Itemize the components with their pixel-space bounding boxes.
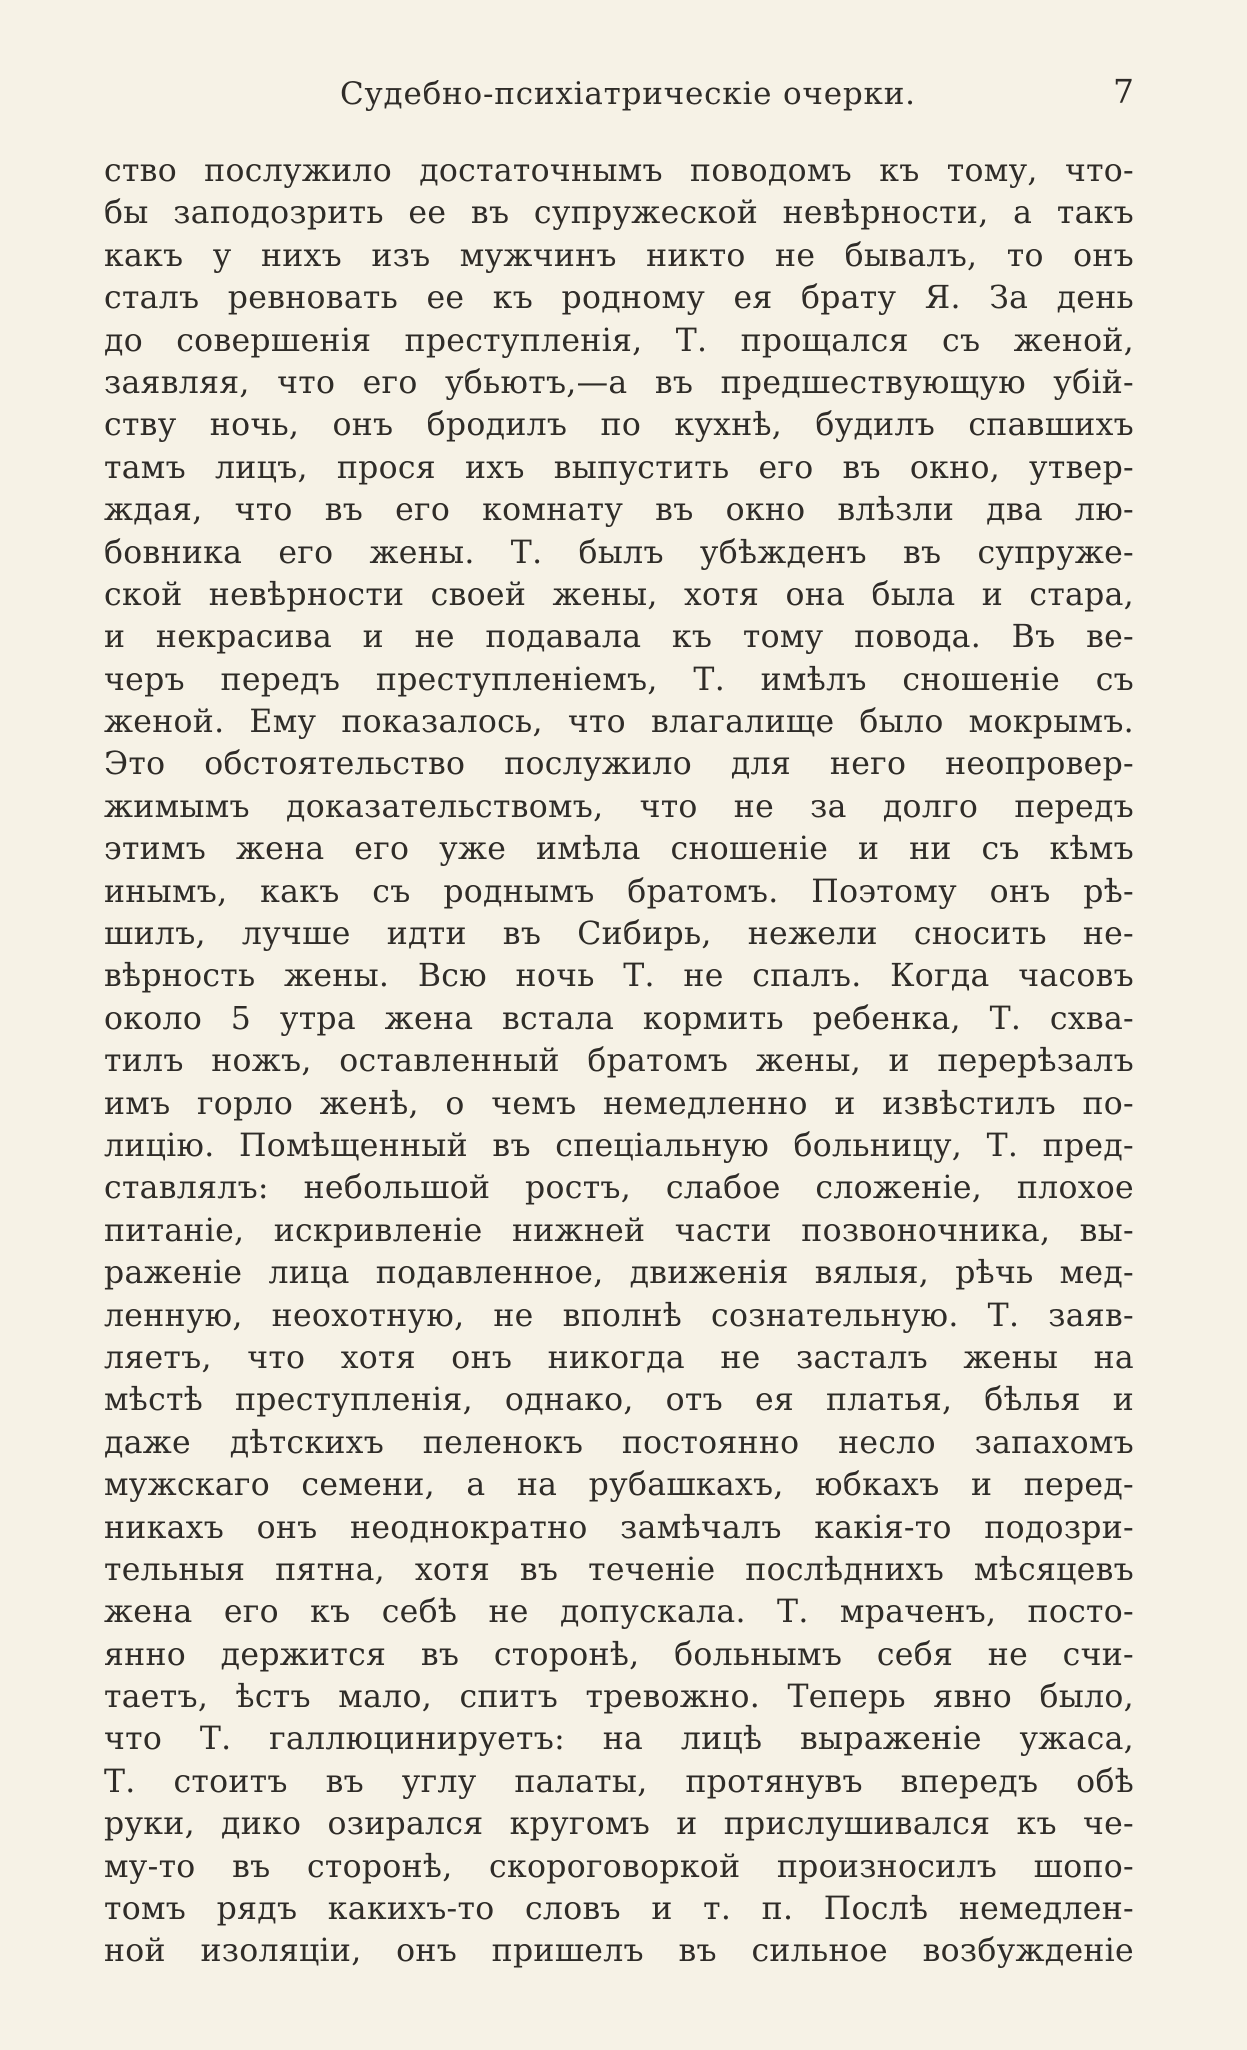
text-line-7: ству ночь, онъ бродилъ по кухнѣ, будилъ спавшихъ: [104, 407, 1134, 444]
text-line-36: янно держится въ сторонѣ, больнымъ себя не счи-: [104, 1636, 1134, 1673]
text-line-22: тилъ ножъ, оставленный братомъ жены, и перерѣзалъ: [104, 1043, 1134, 1080]
text-line-9: ждая, что въ его комнату въ окно влѣзли два лю-: [104, 492, 1134, 529]
text-line-2: бы заподозрить ее въ супружеской невѣрности, а такъ: [104, 195, 1134, 232]
text-line-3: какъ у нихъ изъ мужчинъ никто не бывалъ, то онъ: [104, 237, 1134, 274]
text-line-31: даже дѣтскихъ пеленокъ постоянно несло запахомъ: [104, 1424, 1134, 1461]
text-line-19: шилъ, лучше идти въ Сибирь, нежели сносить не-: [104, 916, 1134, 953]
text-line-21: около 5 утра жена встала кормить ребенка, Т. схва-: [104, 1000, 1134, 1037]
text-line-41: му-то въ сторонѣ, скороговоркой произносилъ шопо-: [104, 1848, 1134, 1885]
text-line-30: мѣстѣ преступленія, однако, отъ ея платья, бѣлья и: [104, 1382, 1134, 1419]
text-line-27: раженіе лица подавленное, движенія вялыя, рѣчь мед-: [104, 1255, 1134, 1292]
text-line-12: и некрасива и не подавала къ тому повода. Въ ве-: [104, 619, 1134, 656]
text-line-10: бовника его жены. Т. былъ убѣжденъ въ супруже-: [104, 534, 1134, 571]
text-line-37: таетъ, ѣстъ мало, спитъ тревожно. Теперь явно было,: [104, 1679, 1134, 1716]
text-line-43: ной изоляціи, онъ пришелъ въ сильное возбужденіе: [104, 1933, 1134, 1970]
text-line-26: питаніе, искривленіе нижней части позвоночника, вы-: [104, 1212, 1134, 1249]
page-number: 7: [1113, 72, 1134, 111]
text-line-14: женой. Ему показалось, что влагалище было мокрымъ.: [104, 704, 1134, 741]
text-line-38: что Т. галлюцинируетъ: на лицѣ выраженіе ужаса,: [104, 1721, 1134, 1758]
text-line-32: мужскаго семени, а на рубашкахъ, юбкахъ и перед-: [104, 1467, 1134, 1504]
text-line-35: жена его къ себѣ не допускала. Т. мраченъ, посто-: [104, 1594, 1134, 1631]
text-line-8: тамъ лицъ, прося ихъ выпустить его въ окно, утвер-: [104, 449, 1134, 486]
text-line-17: этимъ жена его уже имѣла сношеніе и ни съ кѣмъ: [104, 831, 1134, 868]
text-line-25: ставлялъ: небольшой ростъ, слабое сложеніе, плохое: [104, 1170, 1134, 1207]
running-head: [104, 72, 1134, 116]
text-line-11: ской невѣрности своей жены, хотя она была и стара,: [104, 576, 1134, 613]
text-line-15: Это обстоятельство послужило для него неопровер-: [104, 746, 1134, 783]
text-line-39: Т. стоитъ въ углу палаты, протянувъ впередъ обѣ: [104, 1763, 1134, 1800]
text-line-13: черъ передъ преступленіемъ, Т. имѣлъ сношеніе съ: [104, 661, 1134, 698]
text-line-33: никахъ онъ неоднократно замѣчалъ какія-то подозри-: [104, 1509, 1134, 1546]
text-line-29: ляетъ, что хотя онъ никогда не засталъ жены на: [104, 1339, 1134, 1376]
text-line-18: инымъ, какъ съ роднымъ братомъ. Поэтому онъ рѣ-: [104, 873, 1134, 910]
text-line-6: заявляя, что его убьютъ,—а въ предшествующую убій-: [104, 364, 1134, 401]
text-line-34: тельныя пятна, хотя въ теченіе послѣднихъ мѣсяцевъ: [104, 1551, 1134, 1588]
text-line-1: ство послужило достаточнымъ поводомъ къ тому, что-: [104, 153, 1134, 189]
body-text: [104, 150, 1134, 2000]
running-title: Судебно-психіатрическіе очерки.: [340, 76, 916, 112]
text-line-40: руки, дико озирался кругомъ и прислушивался къ че-: [104, 1806, 1134, 1843]
text-line-42: томъ рядъ какихъ-то словъ и т. п. Послѣ немедлен-: [104, 1891, 1134, 1928]
text-line-16: жимымъ доказательствомъ, что не за долго передъ: [104, 788, 1134, 825]
text-line-4: сталъ ревновать ее къ родному ея брату Я. За день: [104, 280, 1134, 317]
text-line-5: до совершенія преступленія, Т. прощался съ женой,: [104, 322, 1134, 359]
text-line-20: вѣрность жены. Всю ночь Т. не спалъ. Когда часовъ: [104, 958, 1134, 995]
text-line-28: ленную, неохотную, не вполнѣ сознательную. Т. заяв-: [104, 1297, 1134, 1334]
text-line-24: лицію. Помѣщенный въ спеціальную больницу, Т. пред-: [104, 1127, 1134, 1164]
text-line-23: имъ горло женѣ, о чемъ немедленно и извѣстилъ по-: [104, 1085, 1134, 1122]
